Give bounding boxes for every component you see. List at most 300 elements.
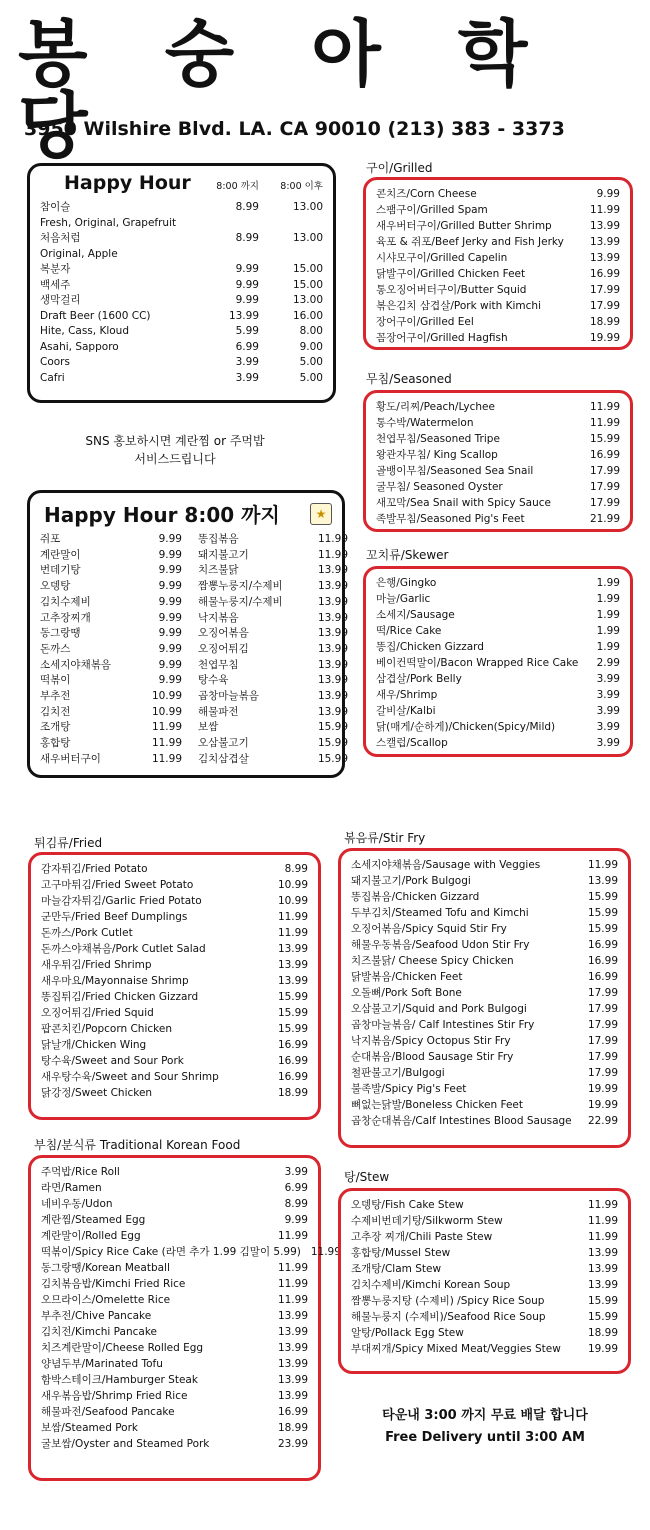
traditional-item [41,1212,308,1228]
stew-box [338,1188,631,1374]
traditional-item [41,1340,308,1356]
drink-price-before-8: 9.99 [235,278,259,291]
item-price: 15.99 [277,991,308,1003]
item-name: 낙지볶음/Spicy Octopus Stir Fry [351,1035,511,1047]
seasoned-item [376,399,620,415]
food-price: 9.99 [158,642,182,655]
stew-item [351,1293,618,1309]
item-price: 16.99 [277,1406,308,1418]
item-name: 스캘럽/Scallop [376,737,448,749]
food-price: 9.99 [158,548,182,561]
restaurant-title: 봉 숭 아 학 당 [18,12,554,168]
drink-price-after-8: 15.00 [292,278,323,291]
item-price: 22.99 [587,1115,618,1127]
drink-price-after-8: 5.00 [299,356,323,368]
item-name: 새우볶음밥/Shrimp Fried Rice [41,1390,188,1402]
item-name: 새우/Shrimp [376,689,438,701]
food-price: 13.99 [317,595,348,608]
col-before-8: 8:00 까지 [216,181,259,192]
item-price: 11.99 [277,911,308,923]
item-name: 뼈없는닭발/Boneless Chicken Feet [351,1099,523,1111]
food-price: 15.99 [317,721,348,734]
stew-item [351,1245,618,1261]
item-name: 장어구이/Grilled Eel [376,316,474,328]
stirfry-label: 볶음류/Stir Fry [344,831,426,845]
food-name: 고추장찌개 [40,611,91,624]
item-price: 19.99 [587,1343,618,1355]
food-price: 9.99 [158,674,182,687]
food-price: 9.99 [158,627,182,640]
item-name: 고구마튀김/Fried Sweet Potato [41,879,194,891]
traditional-item [41,1292,308,1308]
item-name: 동그랑땡/Korean Meatball [41,1262,170,1274]
stirfry-item [351,937,618,953]
item-name: 골뱅이무침/Seasoned Sea Snail [376,465,534,477]
stirfry-box [338,848,631,1148]
drink-row [40,340,323,356]
item-name: 똥집볶음/Chicken Gizzard [351,891,480,903]
item-name: 통오징어버터구이/Butter Squid [376,284,527,296]
item-price: 13.99 [277,1326,308,1338]
traditional-item [41,1404,308,1420]
food-name: 똥집볶음 [198,533,239,545]
item-name: 꼼장어구이/Grilled Hagfish [376,332,508,344]
traditional-item [41,1356,308,1372]
item-name: 새우튀김/Fried Shrimp [41,959,152,971]
skewer-item [376,591,620,607]
item-name: 부대찌개/Spicy Mixed Meat/Veggies Stew [351,1343,561,1355]
drink-price-after-8: 16.00 [292,309,323,322]
item-price: 8.99 [284,1198,308,1210]
item-name: 주먹밥/Rice Roll [41,1166,120,1178]
item-name: 짬뽕누룽지탕 (수제비) /Spicy Rice Soup [351,1295,545,1307]
item-name: 굴무침/ Seasoned Oyster [376,481,503,493]
item-price: 16.99 [589,449,620,461]
stirfry-item [351,905,618,921]
item-name: 새꼬막/Sea Snail with Spicy Sauce [376,497,551,509]
seasoned-box [363,390,633,532]
sns-note [30,432,320,468]
food-price: 10.99 [151,705,182,718]
item-name: 육포 & 쥐포/Beef Jerky and Fish Jerky [376,236,564,248]
drink-row [40,293,323,309]
drink-price-before-8: 8.99 [235,201,259,213]
item-name: 족발무침/Seasoned Pig's Feet [376,513,525,525]
item-price: 17.99 [589,465,620,477]
food-name: 탕수육 [198,674,229,687]
item-price: 13.99 [589,220,620,232]
skewer-item [376,671,620,687]
spacer [182,689,198,705]
food-name: 천엽무침 [198,658,239,671]
item-name: 새우탕수육/Sweet and Sour Shrimp [41,1071,219,1083]
drink-name: Cafri [40,371,65,384]
fried-item [41,861,308,877]
drink-price-before-8 [195,247,259,263]
spacer [182,532,198,548]
food-name: 쥐포 [40,533,61,545]
item-price: 16.99 [587,971,618,983]
drink-row [40,262,323,278]
food-price: 11.99 [151,752,182,765]
skewer-item [376,655,620,671]
skewer-label: 꼬치류/Skewer [366,548,449,562]
sns-note-line1: SNS 홍보하시면 계란찜 or 주먹밥 [85,434,265,448]
stirfry-item [351,1097,618,1113]
item-name: 해물누룽지 (수제비)/Seafood Rice Soup [351,1311,546,1323]
drink-price-after-8: 8.00 [299,325,323,337]
fried-item [41,1005,308,1021]
food-name: 돼지불고기 [198,548,249,561]
item-name: 삼겹살/Pork Belly [376,673,462,685]
drink-name: Coors [40,356,70,368]
stew-item [351,1213,618,1229]
traditional-item [41,1228,308,1244]
item-price: 13.99 [589,252,620,264]
traditional-item [41,1372,308,1388]
grilled-item [376,186,620,202]
food-name: 낙지볶음 [198,611,239,624]
item-price: 15.99 [589,433,620,445]
fried-item [41,989,308,1005]
item-price: 17.99 [589,497,620,509]
fried-item [41,973,308,989]
item-price: 10.99 [277,879,308,891]
food-price: 13.99 [317,580,348,593]
item-name: 은행/Gingko [376,577,437,589]
item-name: 소세지야채볶음/Sausage with Veggies [351,859,541,871]
spacer [182,658,198,674]
traditional-item [41,1324,308,1340]
drink-name: 복분자 [40,263,71,275]
item-name: 똥집/Chicken Gizzard [376,641,484,653]
item-price: 17.99 [587,1003,618,1015]
food-name: 보쌈 [198,721,219,734]
happy-hour-food-grid [40,532,348,768]
item-price: 17.99 [589,481,620,493]
food-price: 11.99 [151,721,182,734]
food-price: 9.99 [158,564,182,577]
item-price: 11.99 [587,1215,618,1227]
item-price: 17.99 [587,1051,618,1063]
item-price: 13.99 [277,959,308,971]
food-name: 오징어튀김 [198,642,249,655]
item-name: 갈비살/Kalbi [376,705,436,717]
item-name: 곱창마늘볶음/ Calf Intestines Stir Fry [351,1019,535,1031]
grilled-item [376,298,620,314]
spacer [182,611,198,627]
item-name: 감자튀김/Fried Potato [41,863,148,875]
item-name: 소세지/Sausage [376,609,455,621]
item-price: 15.99 [587,907,618,919]
item-name: 닭(매게/순하게)/Chicken(Spicy/Mild) [376,721,556,733]
food-name: 김치수제비 [40,595,91,608]
item-name: 치즈불닭/ Cheese Spicy Chicken [351,955,514,967]
item-name: 오삼불고기/Squid and Pork Bulgogi [351,1003,527,1015]
item-price: 11.99 [277,1262,308,1274]
traditional-box [28,1155,341,1481]
item-price: 13.99 [277,1358,308,1370]
drink-price-before-8: 6.99 [235,340,259,353]
item-price: 3.99 [596,721,620,733]
item-price: 17.99 [587,1067,618,1079]
traditional-item [41,1436,308,1452]
item-price: 13.99 [587,875,618,887]
item-price: 11.99 [589,401,620,413]
stirfry-item [351,969,618,985]
item-name: 순대볶음/Blood Sausage Stir Fry [351,1051,514,1063]
item-price: 3.99 [596,737,620,749]
item-price: 15.99 [277,1023,308,1035]
item-price: 13.99 [587,1263,618,1275]
item-price: 15.99 [587,1295,618,1307]
item-price: 13.99 [277,1342,308,1354]
spacer [182,752,198,768]
skewer-item [376,719,620,735]
item-name: 홍합탕/Mussel Stew [351,1247,451,1259]
fried-item [41,957,308,973]
drink-row [40,309,323,325]
item-name: 스팸구이/Grilled Spam [376,204,488,216]
delivery-note [340,1405,630,1449]
drink-name: Asahi, Sapporo [40,340,119,353]
item-name: 천엽무침/Seasoned Tripe [376,433,500,445]
skewer-item [376,735,620,751]
item-name: 조개탕/Clam Stew [351,1263,442,1275]
item-price: 13.99 [277,943,308,955]
drink-name: 생막걸리 [40,294,81,306]
item-price: 11.99 [277,1294,308,1306]
delivery-note-korean: 타운내 3:00 까지 무료 배달 합니다 [382,1408,588,1423]
stirfry-item [351,873,618,889]
item-price: 13.99 [277,1310,308,1322]
badge-icon: ★ [310,503,332,525]
traditional-item [41,1276,308,1292]
fried-item [41,877,308,893]
item-price: 1.99 [596,641,620,653]
fried-item [41,1021,308,1037]
item-price: 18.99 [277,1087,308,1099]
drink-price-after-8 [259,247,323,263]
item-name: 굴보쌈/Oyster and Steamed Pork [41,1438,210,1450]
item-name: 왕관자무침/ King Scallop [376,449,498,461]
stew-item [351,1197,618,1213]
drinks-list [40,200,323,386]
item-price: 18.99 [587,1327,618,1339]
item-name: 계란찜/Steamed Egg [41,1214,146,1226]
item-name: 치즈계란말이/Cheese Rolled Egg [41,1342,204,1354]
spacer [182,548,198,564]
food-price: 13.99 [317,564,348,577]
stirfry-item [351,1033,618,1049]
item-name: 떡볶이/Spicy Rice Cake (라면 추가 1.99 김말이 5.99) [41,1246,301,1258]
traditional-item [41,1196,308,1212]
drink-row [40,216,323,232]
food-name: 계란말이 [40,548,81,561]
item-name: 오므라이스/Omelette Rice [41,1294,171,1306]
item-name: 보쌈/Steamed Pork [41,1422,138,1434]
item-name: 베이컨떡말이/Bacon Wrapped Rice Cake [376,657,579,669]
item-price: 15.99 [587,923,618,935]
food-price: 13.99 [317,642,348,655]
item-price: 19.99 [587,1083,618,1095]
item-name: 오징어볶음/Spicy Squid Stir Fry [351,923,507,935]
drink-price-before-8: 9.99 [235,294,259,306]
traditional-item [41,1420,308,1436]
fried-label: 튀김류/Fried [34,836,103,850]
stirfry-item [351,1049,618,1065]
fried-item [41,893,308,909]
sns-note-line2: 서비스드립니다 [134,452,216,466]
item-price: 3.99 [596,705,620,717]
item-name: 오뎅탕/Fish Cake Stew [351,1199,464,1211]
item-name: 고추장 찌개/Chili Paste Stew [351,1231,493,1243]
item-name: 닭발볶음/Chicken Feet [351,971,463,983]
drink-price-before-8: 13.99 [228,309,259,322]
item-price: 23.99 [277,1438,308,1450]
item-name: 마늘/Garlic [376,593,431,605]
item-price: 16.99 [587,939,618,951]
happy-hour-title: Happy Hour [64,172,191,194]
stirfry-item [351,1113,618,1129]
stirfry-item [351,889,618,905]
stew-item [351,1277,618,1293]
delivery-note-english: Free Delivery until 3:00 AM [385,1430,585,1445]
item-name: 돈까스야채볶음/Pork Cutlet Salad [41,943,206,955]
happy-hour-food-title: Happy Hour 8:00 까지 [44,503,280,527]
item-price: 2.99 [596,657,620,669]
stew-item [351,1325,618,1341]
skewer-box [363,566,633,757]
item-name: 돈까스/Pork Cutlet [41,927,133,939]
item-price: 11.99 [587,859,618,871]
grilled-item [376,314,620,330]
item-price: 16.99 [277,1071,308,1083]
item-price: 13.99 [587,1247,618,1259]
food-name: 오삼불고기 [198,737,249,750]
spacer [182,579,198,595]
item-price: 13.99 [277,975,308,987]
food-name: 해물누룽지/수제비 [198,595,283,608]
item-price: 18.99 [589,316,620,328]
item-name: 알탕/Pollack Egg Stew [351,1327,464,1339]
stirfry-item [351,1081,618,1097]
stirfry-item [351,921,618,937]
skewer-item [376,575,620,591]
grilled-item [376,330,620,346]
food-name: 동그랑땡 [40,627,81,640]
food-price: 11.99 [317,533,348,545]
item-price: 15.99 [587,891,618,903]
grilled-item [376,266,620,282]
item-price: 17.99 [589,284,620,296]
food-name: 짬뽕누룽지/수제비 [198,580,283,593]
traditional-item [41,1308,308,1324]
item-price: 13.99 [277,1390,308,1402]
item-price: 1.99 [596,609,620,621]
item-price: 19.99 [589,332,620,344]
drink-price-before-8: 3.99 [235,356,259,368]
drink-name: Draft Beer (1600 CC) [40,309,151,322]
item-name: 닭강정/Sweet Chicken [41,1087,153,1099]
seasoned-item [376,479,620,495]
food-name: 오징어볶음 [198,627,249,640]
item-name: 볶은김치 삼겹살/Pork with Kimchi [376,300,541,312]
traditional-item [41,1180,308,1196]
drink-name: 참이슬 [40,201,71,213]
food-price: 9.99 [158,595,182,608]
drink-name: 처음처럼 [40,232,81,244]
food-name: 번데기탕 [40,564,81,577]
grilled-box [363,177,633,350]
item-name: 새우버터구이/Grilled Butter Shrimp [376,220,552,232]
spacer [182,642,198,658]
item-name: 부추전/Chive Pancake [41,1310,152,1322]
grilled-item [376,234,620,250]
item-name: 해물우동볶음/Seafood Udon Stir Fry [351,939,530,951]
skewer-item [376,607,620,623]
item-price: 17.99 [589,300,620,312]
fried-item [41,941,308,957]
spacer [182,626,198,642]
drink-price-after-8: 13.00 [292,294,323,306]
drink-row [40,247,323,263]
spacer [182,595,198,611]
drink-price-after-8: 13.00 [292,232,323,244]
item-name: 탕수육/Sweet and Sour Pork [41,1055,184,1067]
item-price: 11.99 [589,204,620,216]
drink-row [40,231,323,247]
fried-item [41,925,308,941]
grilled-item [376,202,620,218]
skewer-item [376,639,620,655]
item-name: 닭발구이/Grilled Chicken Feet [376,268,526,280]
item-name: 수제비번데기탕/Silkworm Stew [351,1215,503,1227]
fried-item [41,1085,308,1101]
spacer [182,720,198,736]
item-price: 16.99 [589,268,620,280]
food-name: 소세지야채볶음 [40,658,112,671]
item-price: 10.99 [277,895,308,907]
item-name: 함박스테이크/Hamburger Steak [41,1374,198,1386]
seasoned-item [376,431,620,447]
food-price: 11.99 [317,548,348,561]
item-name: 라면/Ramen [41,1182,102,1194]
item-name: 김치볶음밥/Kimchi Fried Rice [41,1278,186,1290]
food-name: 새우버터구이 [40,752,101,765]
drink-row [40,355,323,371]
food-name: 김치전 [40,705,71,718]
item-price: 11.99 [277,1230,308,1242]
spacer [182,705,198,721]
food-price: 13.99 [317,705,348,718]
drink-name: 백세주 [40,278,71,291]
item-price: 19.99 [587,1099,618,1111]
stew-item [351,1229,618,1245]
fried-item [41,1069,308,1085]
item-name: 오징어튀김/Fried Squid [41,1007,154,1019]
item-price: 11.99 [277,927,308,939]
item-name: 똥집튀김/Fried Chicken Gizzard [41,991,199,1003]
item-name: 시샤모구이/Grilled Capelin [376,252,508,264]
food-price: 13.99 [317,674,348,687]
item-name: 황도/리찌/Peach/Lychee [376,401,495,413]
skewer-item [376,687,620,703]
food-price: 9.99 [158,580,182,593]
item-name: 통수박/Watermelon [376,417,474,429]
food-name: 부추전 [40,690,71,703]
stirfry-item [351,857,618,873]
